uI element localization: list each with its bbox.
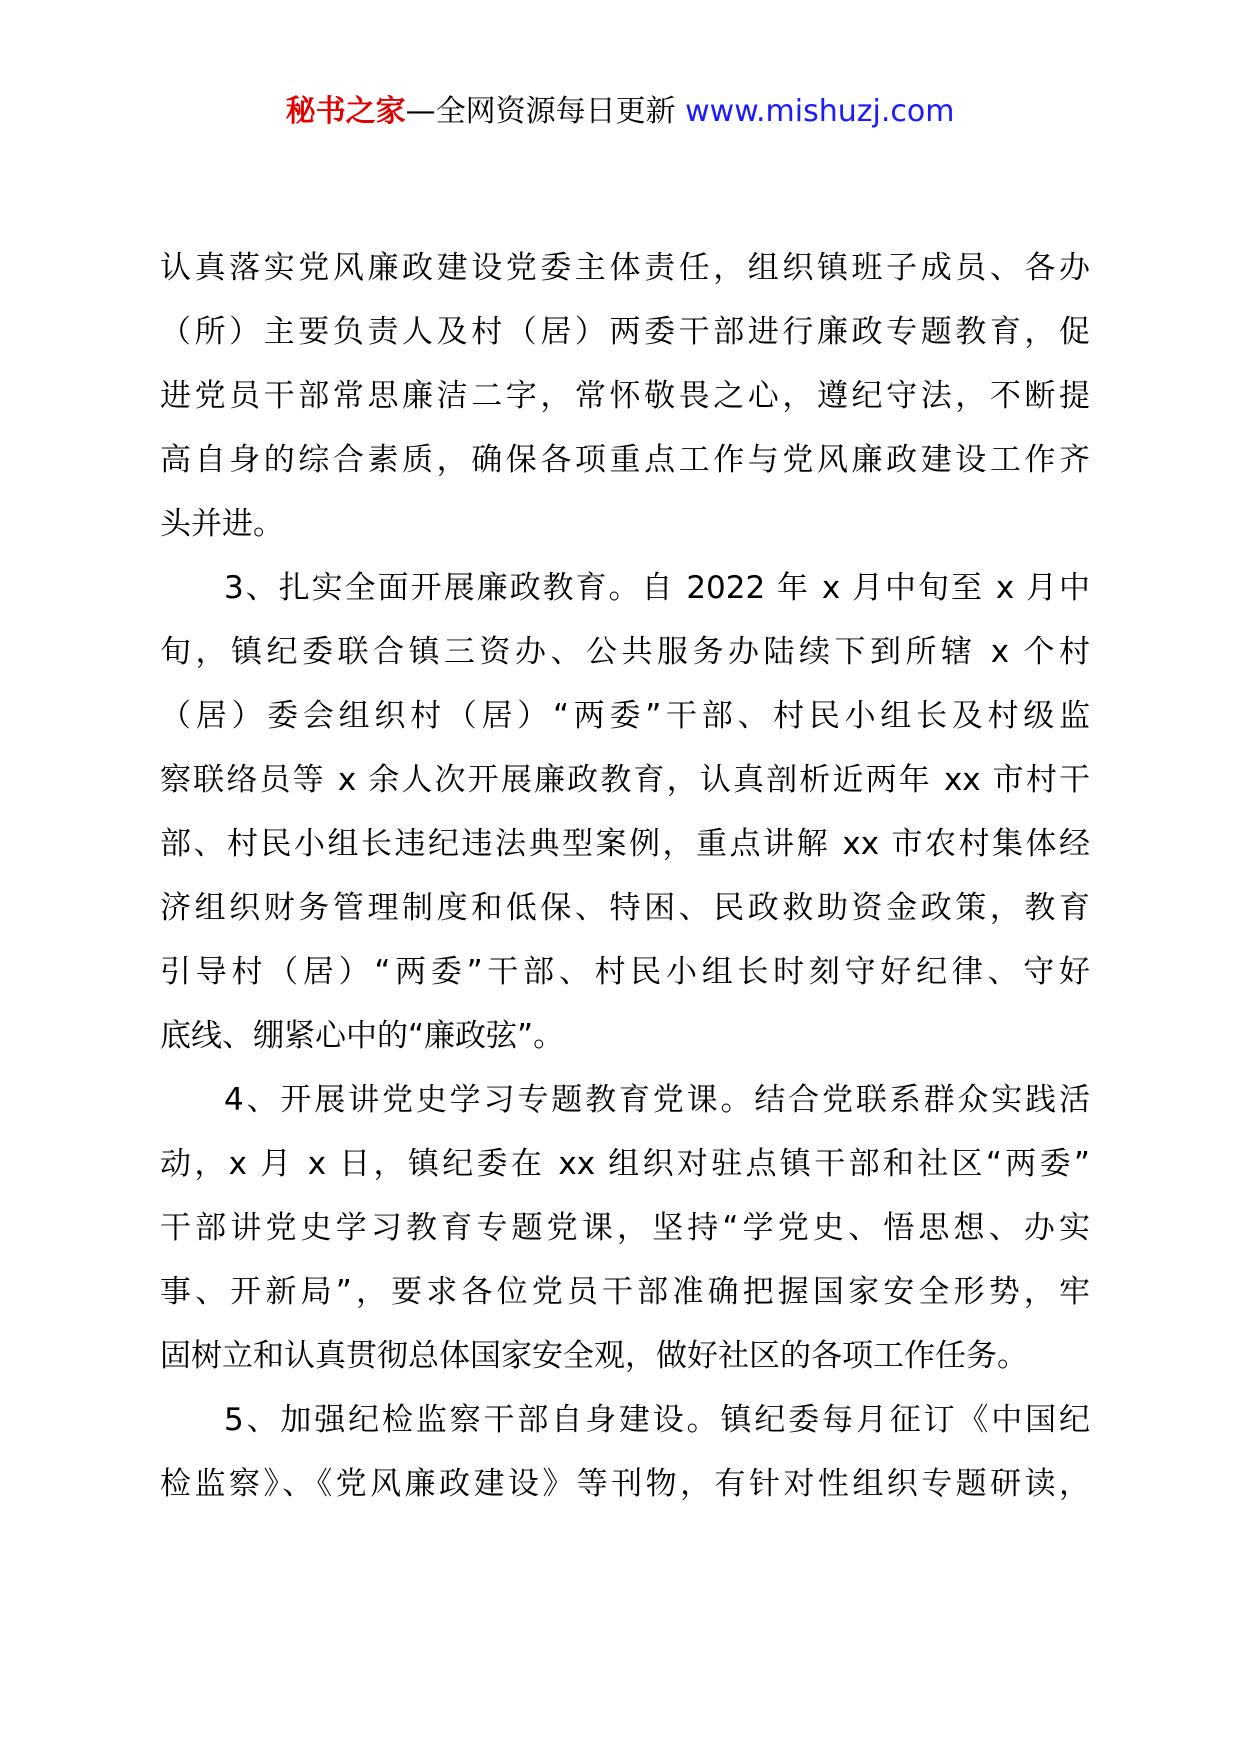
text-line: 旬，镇纪委联合镇三资办、公共服务办陆续下到所辖 x 个村	[160, 634, 1090, 670]
header-brand: 秘书之家	[285, 94, 406, 129]
text-line: 干部讲党史学习教育专题党课，坚持“学党史、悟思想、办实	[160, 1210, 1090, 1246]
document-body	[160, 236, 1090, 1516]
text-line: 引导村（居）“两委”干部、村民小组长时刻守好纪律、守好	[160, 954, 1090, 990]
header-url-link[interactable]: www.mishuzj.com	[685, 94, 955, 129]
text-line: 检监察》、《党风廉政建设》等刊物，有针对性组织专题研读，	[160, 1466, 1090, 1502]
text-line: 高自身的综合素质，确保各项重点工作与党风廉政建设工作齐	[160, 442, 1090, 478]
text-line: （居）委会组织村（居）“两委”干部、村民小组长及村级监	[160, 698, 1090, 734]
text-line: 动，x 月 x 日，镇纪委在 xx 组织对驻点镇干部和社区“两委”	[160, 1146, 1090, 1182]
text-line: 察联络员等 x 余人次开展廉政教育，认真剖析近两年 xx 市村干	[160, 762, 1090, 798]
header-slogan: —全网资源每日更新	[405, 94, 676, 129]
text-line: 固树立和认真贯彻总体国家安全观，做好社区的各项工作任务。	[160, 1338, 1028, 1374]
text-line: 进党员干部常思廉洁二字，常怀敬畏之心，遵纪守法，不断提	[160, 378, 1090, 414]
text-line: 头并进。	[160, 506, 284, 542]
paragraph-4-start: 4、开展讲党史学习专题教育党课。结合党联系群众实践活	[224, 1082, 1090, 1118]
document-header	[0, 92, 1240, 132]
text-line: 底线、绷紧心中的“廉政弦”。	[160, 1018, 565, 1054]
text-line: 济组织财务管理制度和低保、特困、民政救助资金政策，教育	[160, 890, 1090, 926]
text-line: 事、开新局”，要求各位党员干部准确把握国家安全形势，牢	[160, 1274, 1090, 1310]
paragraph-5-start: 5、加强纪检监察干部自身建设。镇纪委每月征订《中国纪	[224, 1402, 1090, 1438]
paragraph-3-start: 3、扎实全面开展廉政教育。自 2022 年 x 月中旬至 x 月中	[224, 570, 1090, 606]
text-line: 认真落实党风廉政建设党委主体责任，组织镇班子成员、各办	[160, 250, 1090, 286]
text-line: 部、村民小组长违纪违法典型案例，重点讲解 xx 市农村集体经	[160, 826, 1090, 862]
text-line: （所）主要负责人及村（居）两委干部进行廉政专题教育，促	[160, 314, 1090, 350]
